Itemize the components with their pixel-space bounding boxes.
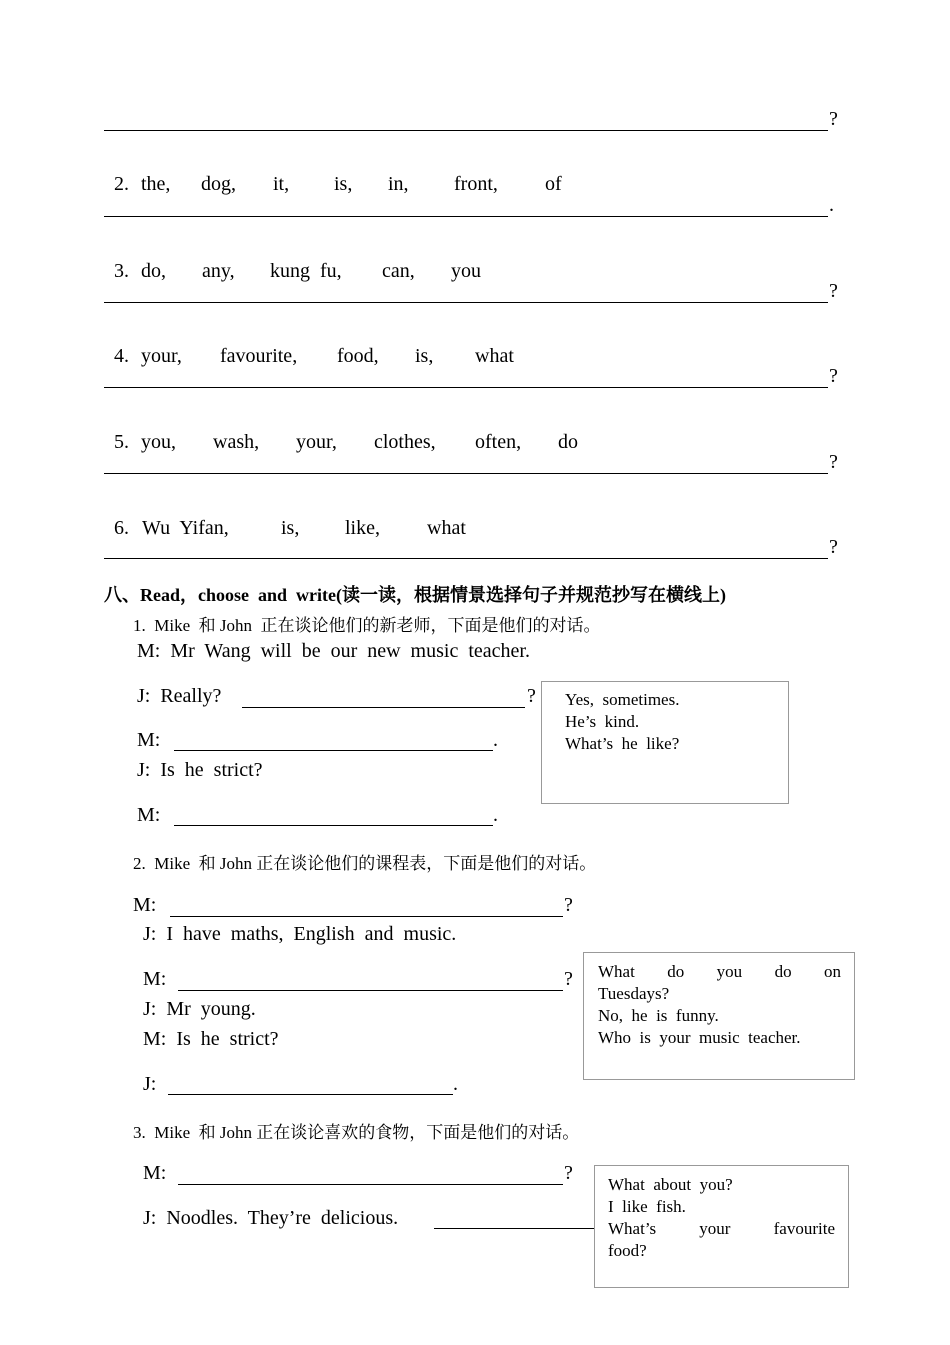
dialogue-3-intro: 3. Mike 和 John 正在谈论喜欢的食物，下面是他们的对话。	[133, 1123, 580, 1142]
word: food,	[337, 345, 379, 367]
item-number: 4.	[114, 345, 129, 367]
dialogue-2-blank-3-end: ?	[564, 968, 573, 990]
answer-line-3[interactable]	[104, 302, 828, 303]
word: it,	[273, 173, 290, 195]
option-1-cont: Tuesdays?	[598, 984, 670, 1003]
dialogue-1-line-4: J: Is he strict?	[137, 759, 263, 781]
dialogue-2-line-5: M: Is he strict?	[143, 1028, 279, 1050]
dialogue-2-intro: 2. Mike 和 John 正在谈论他们的课程表，下面是他们的对话。	[133, 854, 597, 873]
option-3-cont: food?	[608, 1241, 647, 1260]
dialogue-1-intro: 1. Mike 和 John 正在谈论他们的新老师，下面是他们的对话。	[133, 616, 601, 635]
word: is,	[415, 345, 434, 367]
option-1: Yes, sometimes.	[565, 690, 680, 709]
dialogue-2-blank-3[interactable]	[178, 990, 563, 991]
dialogue-2-line-2: J: I have maths, English and music.	[143, 923, 457, 945]
item-number: 2.	[114, 173, 129, 195]
word: often,	[475, 431, 522, 453]
word: in,	[388, 173, 409, 195]
option-2: No, he is funny.	[598, 1006, 719, 1025]
word: favourite,	[220, 345, 298, 367]
dialogue-3-line-1: M:	[143, 1162, 167, 1184]
dialogue-2-blank-6-end: .	[453, 1073, 458, 1095]
word: what	[427, 517, 466, 539]
reorder-item-4	[104, 322, 514, 368]
word: front,	[454, 173, 498, 195]
dialogue-1-blank-5-end: .	[493, 804, 498, 826]
dialogue-1-line-1: M: Mr Wang will be our new music teacher.	[137, 640, 530, 662]
reorder-item-6	[104, 494, 466, 540]
word: wash,	[213, 431, 260, 453]
reorder-item-2	[104, 150, 562, 196]
dialogue-3-line-2: J: Noodles. They’re delicious.	[143, 1207, 399, 1229]
item-number: 6.	[114, 517, 129, 539]
word: is,	[334, 173, 353, 195]
dialogue-1-blank-3-end: .	[493, 729, 498, 751]
dialogue-1-blank-3[interactable]	[174, 750, 493, 751]
dialogue-1-blank-2[interactable]	[242, 707, 525, 708]
word: your,	[141, 345, 182, 367]
dialogue-2-line-1: M:	[133, 894, 157, 916]
word: dog,	[201, 173, 236, 195]
reorder-item-3	[104, 237, 481, 283]
answer-line-2[interactable]	[104, 216, 828, 217]
answer-line-1[interactable]	[104, 130, 828, 131]
word: the,	[141, 173, 171, 195]
dialogue-2-line-4: J: Mr young.	[143, 998, 256, 1020]
dialogue-1-line-5: M:	[137, 804, 161, 826]
dialogue-1-line-3: M:	[137, 729, 161, 751]
answer-line-3-end: ?	[829, 280, 838, 302]
option-3: Who is your music teacher.	[598, 1028, 801, 1047]
answer-line-2-end: .	[829, 194, 834, 216]
dialogue-2-line-6: J:	[143, 1073, 157, 1095]
word: do,	[141, 260, 166, 282]
dialogue-1-options-box	[541, 681, 789, 804]
answer-line-5[interactable]	[104, 473, 828, 474]
dialogue-1-blank-5[interactable]	[174, 825, 493, 826]
word: you	[451, 260, 481, 282]
item-number: 5.	[114, 431, 129, 453]
word: Wu Yifan,	[142, 517, 229, 539]
word: your,	[296, 431, 337, 453]
dialogue-3-blank-2[interactable]	[434, 1228, 594, 1229]
dialogue-3-blank-1-end: ?	[564, 1162, 573, 1184]
answer-line-4-end: ?	[829, 365, 838, 387]
word: like,	[345, 517, 380, 539]
option-1: What do you do on	[598, 962, 841, 981]
answer-line-5-end: ?	[829, 451, 838, 473]
dialogue-1-line-2: J: Really?	[137, 685, 222, 707]
option-3: What’s your favourite	[608, 1219, 835, 1238]
word: do	[558, 431, 578, 453]
word: of	[545, 173, 562, 195]
section-heading: 八、Read，choose and write(读一读，根据情景选择句子并规范抄写在横线上)	[104, 585, 726, 605]
dialogue-2-blank-1[interactable]	[170, 916, 563, 917]
reorder-item-5	[104, 408, 578, 454]
dialogue-2-line-3: M:	[143, 968, 167, 990]
word: kung fu,	[270, 260, 342, 282]
option-1: What about you?	[608, 1175, 733, 1194]
option-2: I like fish.	[608, 1197, 686, 1216]
word: any,	[202, 260, 235, 282]
dialogue-3-options-box	[594, 1165, 849, 1288]
dialogue-3-blank-1[interactable]	[178, 1184, 563, 1185]
answer-line-1-end: ?	[829, 108, 838, 130]
dialogue-2-options-box	[583, 952, 855, 1080]
word: can,	[382, 260, 415, 282]
item-number: 3.	[114, 260, 129, 282]
word: is,	[281, 517, 300, 539]
dialogue-2-blank-6[interactable]	[168, 1094, 453, 1095]
word: you,	[141, 431, 176, 453]
answer-line-4[interactable]	[104, 387, 828, 388]
option-3: What’s he like?	[565, 734, 680, 753]
dialogue-1-blank-2-end: ?	[527, 685, 536, 707]
word: clothes,	[374, 431, 436, 453]
word: what	[475, 345, 514, 367]
answer-line-6[interactable]	[104, 558, 828, 559]
dialogue-2-blank-1-end: ?	[564, 894, 573, 916]
answer-line-6-end: ?	[829, 536, 838, 558]
option-2: He’s kind.	[565, 712, 640, 731]
